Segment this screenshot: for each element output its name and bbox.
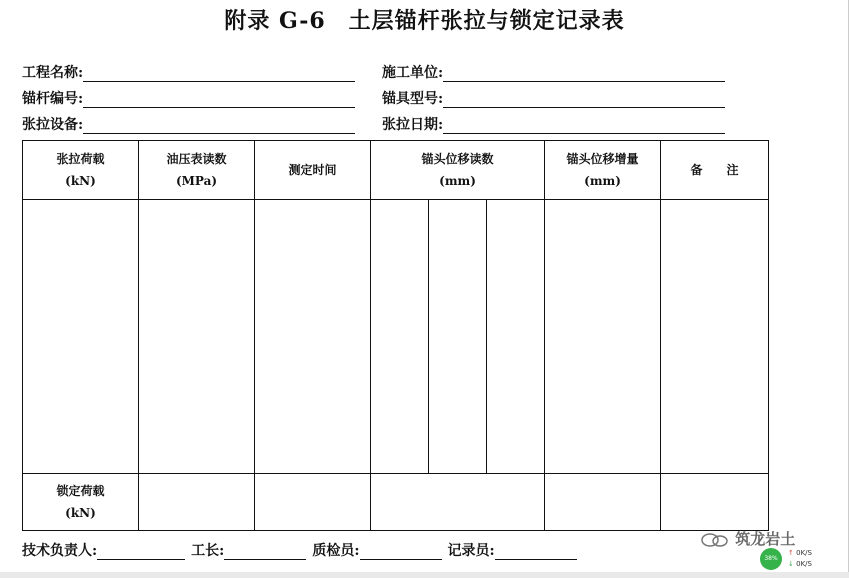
- project-name-field: [22, 62, 355, 82]
- project-name-line: [83, 67, 355, 82]
- tension-equipment-label: 张拉设备:: [22, 117, 84, 133]
- page-title: 附录 G-6 土层锚杆张拉与锁定记录表: [224, 8, 625, 34]
- header-gauge: [139, 141, 255, 200]
- header-load-unit: (kN): [65, 174, 96, 188]
- tension-equipment-line: [83, 119, 355, 134]
- anchorage-model-line: [443, 93, 725, 108]
- header-gauge-unit: (MPa): [175, 174, 218, 188]
- construction-unit-line: [443, 67, 725, 82]
- cell-remark[interactable]: [661, 200, 769, 474]
- cell-time[interactable]: [255, 200, 371, 474]
- lock-load-label: 锁定荷载: [56, 484, 105, 498]
- project-name-label: 工程名称:: [22, 65, 84, 81]
- upload-speed-value: 0K/S: [796, 549, 812, 557]
- header-increment-unit: (mm): [584, 174, 621, 188]
- inspector-line: [360, 545, 442, 560]
- download-arrow-icon: ↓: [788, 560, 794, 568]
- lock-cell-increment[interactable]: [545, 474, 661, 531]
- upload-arrow-icon: ↑: [788, 549, 794, 557]
- header-remark: [661, 141, 769, 200]
- bottom-scroll-bar: [0, 572, 849, 578]
- record-table: [22, 140, 769, 531]
- watermark: [700, 528, 795, 549]
- network-percent-badge: 38%: [760, 548, 782, 570]
- foreman-line: [224, 545, 306, 560]
- header-displacement: [371, 141, 545, 200]
- lock-load-header: [23, 474, 139, 531]
- cell-disp-2[interactable]: [429, 200, 487, 474]
- cell-load[interactable]: [23, 200, 139, 474]
- header-remark-label: 备 注: [690, 163, 739, 177]
- download-speed: [788, 560, 812, 568]
- lock-cell-gauge[interactable]: [139, 474, 255, 531]
- tension-date-field: [382, 114, 725, 134]
- inspector-label: 质检员:: [312, 543, 360, 559]
- table-row: [23, 200, 769, 474]
- upload-speed: [788, 549, 812, 557]
- tech-lead-label: 技术负责人:: [22, 543, 98, 559]
- construction-unit-label: 施工单位:: [382, 65, 444, 81]
- network-speed-widget[interactable]: [760, 548, 824, 572]
- header-time: [255, 141, 371, 200]
- foreman-label: 工长:: [191, 543, 225, 559]
- tension-date-line: [443, 119, 725, 134]
- anchorage-model-field: [382, 88, 725, 108]
- header-displacement-label: 锚头位移读数: [421, 152, 494, 166]
- tension-date-label: 张拉日期:: [382, 117, 444, 133]
- anchorage-model-label: 锚具型号:: [382, 91, 444, 107]
- construction-unit-field: [382, 62, 725, 82]
- header-time-label: 测定时间: [288, 163, 337, 177]
- lock-cell-time[interactable]: [255, 474, 371, 531]
- watermark-text: 筑龙岩土: [735, 530, 796, 548]
- cell-increment[interactable]: [545, 200, 661, 474]
- signature-footer: [22, 540, 577, 560]
- header-gauge-label: 油压表读数: [166, 152, 227, 166]
- header-increment: [545, 141, 661, 200]
- header-displacement-unit: (mm): [439, 174, 476, 188]
- header-load: [23, 141, 139, 200]
- download-speed-value: 0K/S: [796, 560, 812, 568]
- anchor-no-line: [83, 93, 355, 108]
- wechat-icon: [700, 532, 730, 548]
- recorder-label: 记录员:: [447, 543, 495, 559]
- lock-cell-remark[interactable]: [661, 474, 769, 531]
- cell-disp-1[interactable]: [371, 200, 429, 474]
- tech-lead-line: [97, 545, 185, 560]
- anchor-no-label: 锚杆编号:: [22, 91, 84, 107]
- cell-disp-3[interactable]: [487, 200, 545, 474]
- header-increment-label: 锚头位移增量: [566, 152, 639, 166]
- tension-equipment-field: [22, 114, 355, 134]
- header-load-label: 张拉荷载: [56, 152, 105, 166]
- anchor-no-field: [22, 88, 355, 108]
- lock-load-row: [23, 474, 769, 531]
- table-header-row: [23, 141, 769, 200]
- cell-gauge[interactable]: [139, 200, 255, 474]
- recorder-line: [495, 545, 577, 560]
- lock-load-unit: (kN): [65, 506, 96, 520]
- lock-cell-displacement[interactable]: [371, 474, 545, 531]
